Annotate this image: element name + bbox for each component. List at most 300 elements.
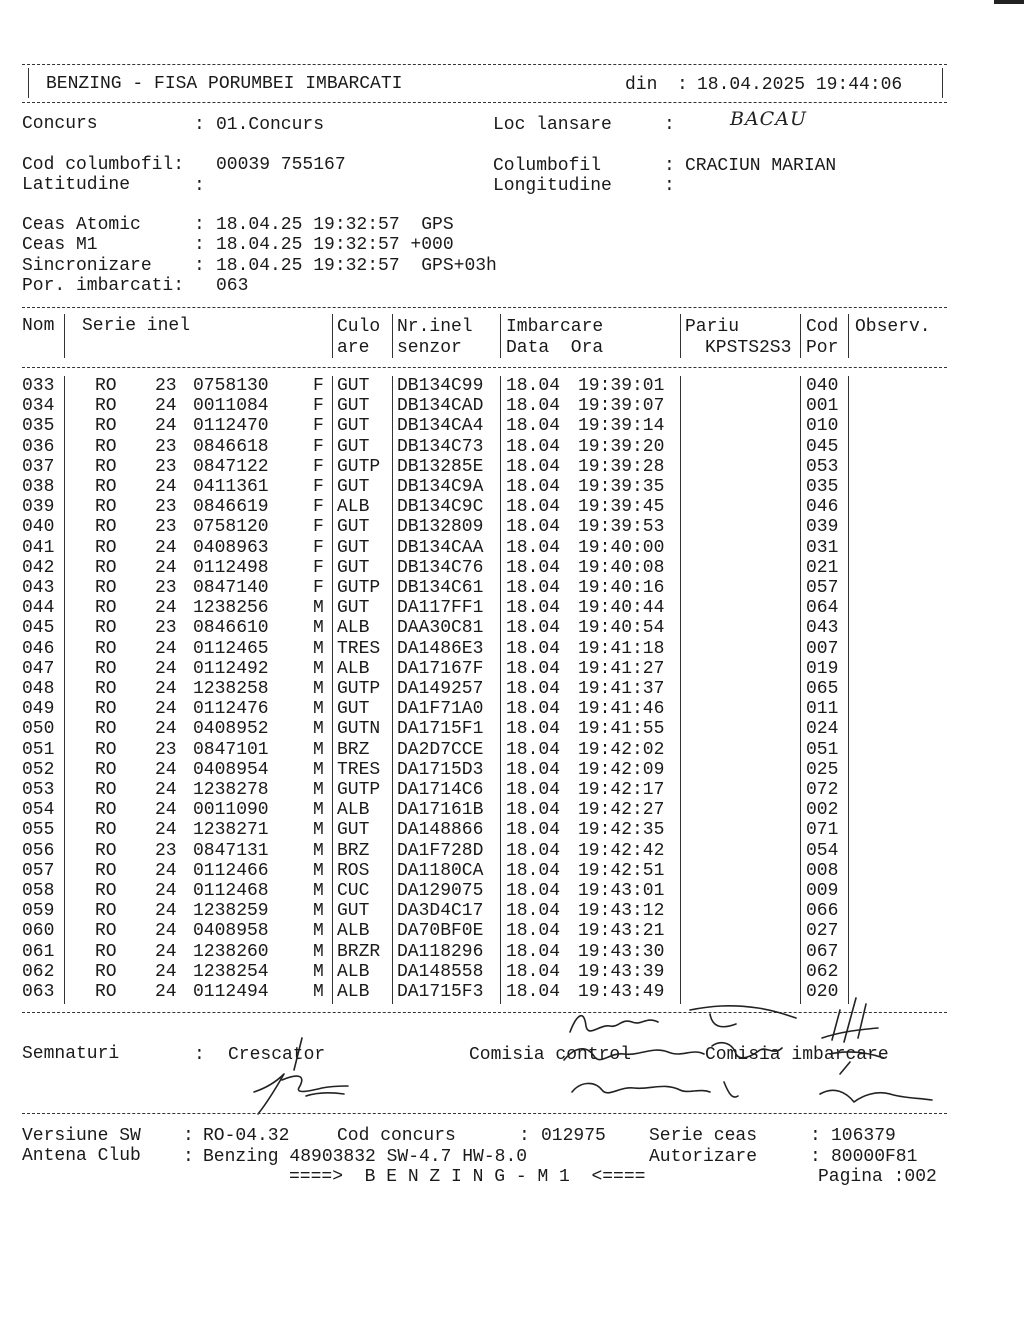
cell-country: RO	[95, 841, 117, 861]
cell-sensor: DA1F71A0	[397, 699, 484, 719]
colon: :	[194, 235, 205, 255]
cell-date: 18.04	[506, 639, 561, 659]
cell-ring-number: 0847131	[193, 841, 269, 861]
col-header-culoare-2: are	[337, 338, 370, 358]
colon: :	[519, 1126, 530, 1146]
cell-nom: 052	[22, 760, 55, 780]
cell-time: 19:42:35	[578, 820, 665, 840]
cell-time: 19:39:53	[578, 517, 665, 537]
cell-sex: M	[313, 942, 324, 962]
cell-color: GUT	[337, 517, 370, 537]
cell-ring-number: 1238278	[193, 780, 269, 800]
cell-time: 19:39:01	[578, 376, 665, 396]
footer-top-rule	[22, 1113, 947, 1114]
table-row	[0, 578, 1024, 598]
colon: :	[194, 256, 205, 276]
cell-year: 24	[155, 639, 177, 659]
cell-sex: M	[313, 881, 324, 901]
cell-cod-por: 057	[806, 578, 839, 598]
cell-time: 19:43:12	[578, 901, 665, 921]
table-row	[0, 558, 1024, 578]
cell-date: 18.04	[506, 881, 561, 901]
cell-country: RO	[95, 780, 117, 800]
cell-ring-number: 0112476	[193, 699, 269, 719]
cell-color: BRZ	[337, 740, 370, 760]
cell-year: 24	[155, 800, 177, 820]
cell-date: 18.04	[506, 376, 561, 396]
cell-ring-number: 0112465	[193, 639, 269, 659]
colon: :	[194, 115, 205, 135]
table-row	[0, 740, 1024, 760]
cell-time: 19:39:07	[578, 396, 665, 416]
col-header-culoare-1: Culo	[337, 317, 381, 337]
table-row	[0, 538, 1024, 558]
cell-ring-number: 0112468	[193, 881, 269, 901]
latitudine-label: Latitudine	[22, 175, 131, 195]
col-sep-pariu	[800, 314, 801, 358]
cell-cod-por: 011	[806, 699, 839, 719]
cell-year: 24	[155, 901, 177, 921]
cell-cod-por: 054	[806, 841, 839, 861]
cell-sensor: DB13285E	[397, 457, 484, 477]
cod-columbofil-value: 00039 755167	[216, 155, 346, 175]
cell-sex: F	[313, 517, 324, 537]
table-header-rule	[22, 367, 947, 368]
col-header-imbarcare-2: Data Ora	[506, 338, 604, 358]
cell-year: 24	[155, 820, 177, 840]
cell-sex: F	[313, 578, 324, 598]
cell-year: 24	[155, 780, 177, 800]
table-row	[0, 618, 1024, 638]
cell-time: 19:42:09	[578, 760, 665, 780]
cell-year: 23	[155, 457, 177, 477]
col-header-serie: Serie inel	[82, 316, 191, 336]
cod-concurs-label: Cod concurs	[337, 1126, 456, 1146]
ceas-m1-value: 18.04.25 19:32:57 +000	[216, 235, 454, 255]
cell-nom: 037	[22, 457, 55, 477]
cell-date: 18.04	[506, 942, 561, 962]
cell-date: 18.04	[506, 901, 561, 921]
cell-color: ALB	[337, 962, 370, 982]
cell-nom: 063	[22, 982, 55, 1002]
cell-nom: 039	[22, 497, 55, 517]
colon: :	[183, 1147, 194, 1167]
cell-time: 19:41:37	[578, 679, 665, 699]
table-row	[0, 901, 1024, 921]
colon: :	[810, 1126, 821, 1146]
cell-nom: 035	[22, 416, 55, 436]
cell-color: GUT	[337, 820, 370, 840]
cell-time: 19:41:55	[578, 719, 665, 739]
cell-date: 18.04	[506, 497, 561, 517]
cell-sex: F	[313, 396, 324, 416]
cell-ring-number: 0847122	[193, 457, 269, 477]
table-row	[0, 699, 1024, 719]
table-row	[0, 659, 1024, 679]
loc-lansare-label: Loc lansare	[493, 115, 612, 135]
cod-columbofil-label: Cod columbofil:	[22, 155, 185, 175]
cell-cod-por: 064	[806, 598, 839, 618]
cell-year: 24	[155, 942, 177, 962]
table-row	[0, 800, 1024, 820]
cell-date: 18.04	[506, 437, 561, 457]
cell-ring-number: 0758130	[193, 376, 269, 396]
table-row	[0, 396, 1024, 416]
cell-sensor: DA17161B	[397, 800, 484, 820]
cell-date: 18.04	[506, 457, 561, 477]
cell-ring-number: 0408952	[193, 719, 269, 739]
cell-country: RO	[95, 497, 117, 517]
cell-sex: M	[313, 921, 324, 941]
cell-country: RO	[95, 517, 117, 537]
cell-sensor: DA129075	[397, 881, 484, 901]
cell-cod-por: 035	[806, 477, 839, 497]
cell-sensor: DA118296	[397, 942, 484, 962]
sincronizare-label: Sincronizare	[22, 256, 152, 276]
cell-color: ALB	[337, 618, 370, 638]
antena-club-label: Antena Club	[22, 1146, 141, 1166]
cell-nom: 059	[22, 901, 55, 921]
table-row	[0, 598, 1024, 618]
cell-year: 24	[155, 538, 177, 558]
cell-sensor: DA1715D3	[397, 760, 484, 780]
cell-nom: 058	[22, 881, 55, 901]
table-row	[0, 760, 1024, 780]
cell-color: BRZR	[337, 942, 381, 962]
cell-sensor: DA3D4C17	[397, 901, 484, 921]
comisia-imbarcare-signature	[800, 970, 950, 1120]
crescator-label: Crescator	[228, 1045, 326, 1065]
cell-nom: 048	[22, 679, 55, 699]
cell-ring-number: 0011090	[193, 800, 269, 820]
table-row	[0, 841, 1024, 861]
cell-time: 19:43:01	[578, 881, 665, 901]
colon: :	[183, 1126, 194, 1146]
cell-sensor: DA1486E3	[397, 639, 484, 659]
antena-club-value: Benzing 48903832 SW-4.7 HW-8.0	[203, 1147, 528, 1167]
cell-cod-por: 072	[806, 780, 839, 800]
cell-nom: 054	[22, 800, 55, 820]
cell-year: 24	[155, 659, 177, 679]
cell-country: RO	[95, 396, 117, 416]
cell-nom: 051	[22, 740, 55, 760]
col-sep-cod	[848, 314, 849, 358]
cell-time: 19:43:39	[578, 962, 665, 982]
cell-nom: 050	[22, 719, 55, 739]
comisia-control-signature	[560, 996, 810, 1116]
cell-date: 18.04	[506, 740, 561, 760]
cell-nom: 053	[22, 780, 55, 800]
cell-nom: 057	[22, 861, 55, 881]
cell-year: 24	[155, 760, 177, 780]
cod-concurs-value: 012975	[541, 1126, 606, 1146]
col-header-nrinel-2: senzor	[397, 338, 462, 358]
columbofil-value: CRACIUN MARIAN	[685, 156, 837, 176]
cell-date: 18.04	[506, 396, 561, 416]
col-sep-imbarcare	[680, 314, 681, 358]
cell-cod-por: 053	[806, 457, 839, 477]
cell-cod-por: 071	[806, 820, 839, 840]
comisia-imbarcare-label: Comisia imbarcare	[705, 1045, 889, 1065]
cell-time: 19:40:08	[578, 558, 665, 578]
colon: :	[677, 75, 688, 95]
cell-sex: M	[313, 982, 324, 1002]
cell-year: 23	[155, 376, 177, 396]
comisia-control-label: Comisia control	[469, 1045, 632, 1065]
cell-country: RO	[95, 538, 117, 558]
table-row	[0, 437, 1024, 457]
cell-country: RO	[95, 901, 117, 921]
cell-cod-por: 067	[806, 942, 839, 962]
cell-ring-number: 0408958	[193, 921, 269, 941]
cell-time: 19:40:16	[578, 578, 665, 598]
cell-cod-por: 065	[806, 679, 839, 699]
cell-year: 24	[155, 982, 177, 1002]
col-sep-serie	[332, 314, 333, 358]
cell-ring-number: 1238254	[193, 962, 269, 982]
cell-time: 19:43:21	[578, 921, 665, 941]
sincronizare-value: 18.04.25 19:32:57 GPS+03h	[216, 256, 497, 276]
cell-date: 18.04	[506, 719, 561, 739]
cell-cod-por: 066	[806, 901, 839, 921]
cell-nom: 034	[22, 396, 55, 416]
cell-color: ALB	[337, 921, 370, 941]
cell-color: GUTN	[337, 719, 381, 739]
cell-sex: M	[313, 841, 324, 861]
cell-ring-number: 0112494	[193, 982, 269, 1002]
cell-cod-por: 051	[806, 740, 839, 760]
cell-sex: F	[313, 457, 324, 477]
porumbei-imbarcati-label: Por. imbarcati:	[22, 276, 185, 296]
cell-country: RO	[95, 416, 117, 436]
cell-sensor: DB134C9A	[397, 477, 484, 497]
scan-edge-mark	[994, 0, 1024, 4]
benzing-banner: ====> B E N Z I N G - M 1 <====	[289, 1167, 646, 1187]
cell-country: RO	[95, 699, 117, 719]
cell-color: GUT	[337, 598, 370, 618]
table-row	[0, 416, 1024, 436]
cell-time: 19:39:45	[578, 497, 665, 517]
cell-sensor: DA149257	[397, 679, 484, 699]
cell-sex: F	[313, 376, 324, 396]
cell-sex: M	[313, 719, 324, 739]
cell-sensor: DA1180CA	[397, 861, 484, 881]
cell-time: 19:43:30	[578, 942, 665, 962]
cell-color: TRES	[337, 760, 381, 780]
col-header-observ: Observ.	[855, 317, 931, 337]
cell-color: ALB	[337, 659, 370, 679]
col-sep-culoare	[392, 314, 393, 358]
cell-nom: 046	[22, 639, 55, 659]
columbofil-label: Columbofil	[493, 156, 602, 176]
cell-nom: 033	[22, 376, 55, 396]
cell-year: 24	[155, 679, 177, 699]
cell-ring-number: 0011084	[193, 396, 269, 416]
cell-color: GUT	[337, 699, 370, 719]
cell-ring-number: 0112498	[193, 558, 269, 578]
cell-date: 18.04	[506, 679, 561, 699]
table-row	[0, 719, 1024, 739]
colon: :	[194, 215, 205, 235]
document-title: BENZING - FISA PORUMBEI IMBARCATI	[46, 74, 403, 94]
header-right-border	[942, 68, 943, 98]
cell-nom: 044	[22, 598, 55, 618]
table-row	[0, 477, 1024, 497]
cell-ring-number: 1238259	[193, 901, 269, 921]
cell-sex: F	[313, 497, 324, 517]
cell-nom: 036	[22, 437, 55, 457]
page-number: Pagina :002	[818, 1167, 937, 1187]
cell-time: 19:42:51	[578, 861, 665, 881]
cell-sex: M	[313, 820, 324, 840]
cell-country: RO	[95, 639, 117, 659]
cell-year: 24	[155, 881, 177, 901]
table-row	[0, 457, 1024, 477]
cell-color: CUC	[337, 881, 370, 901]
cell-sex: M	[313, 962, 324, 982]
colon: :	[664, 176, 675, 196]
cell-sensor: DB134C76	[397, 558, 484, 578]
cell-cod-por: 045	[806, 437, 839, 457]
cell-country: RO	[95, 578, 117, 598]
cell-sex: F	[313, 558, 324, 578]
cell-year: 24	[155, 699, 177, 719]
cell-nom: 060	[22, 921, 55, 941]
cell-country: RO	[95, 719, 117, 739]
cell-sex: F	[313, 416, 324, 436]
colon: :	[664, 115, 675, 135]
cell-cod-por: 043	[806, 618, 839, 638]
cell-color: GUTP	[337, 679, 381, 699]
cell-date: 18.04	[506, 841, 561, 861]
cell-cod-por: 025	[806, 760, 839, 780]
table-row	[0, 639, 1024, 659]
cell-color: GUT	[337, 376, 370, 396]
cell-country: RO	[95, 921, 117, 941]
cell-country: RO	[95, 962, 117, 982]
cell-year: 23	[155, 740, 177, 760]
cell-color: GUTP	[337, 457, 381, 477]
cell-time: 19:39:14	[578, 416, 665, 436]
cell-sensor: DB134CA4	[397, 416, 484, 436]
cell-year: 24	[155, 962, 177, 982]
cell-country: RO	[95, 800, 117, 820]
cell-cod-por: 019	[806, 659, 839, 679]
serie-ceas-value: 106379	[831, 1126, 896, 1146]
cell-ring-number: 0408954	[193, 760, 269, 780]
date-label: din	[625, 75, 658, 95]
cell-color: GUT	[337, 396, 370, 416]
cell-year: 23	[155, 497, 177, 517]
cell-color: GUT	[337, 477, 370, 497]
colon: :	[194, 176, 205, 196]
cell-sensor: DA2D7CCE	[397, 740, 484, 760]
cell-time: 19:41:46	[578, 699, 665, 719]
cell-sensor: DA1715F3	[397, 982, 484, 1002]
cell-sex: F	[313, 477, 324, 497]
cell-time: 19:41:27	[578, 659, 665, 679]
versiune-sw-label: Versiune SW	[22, 1126, 141, 1146]
cell-sensor: DA148558	[397, 962, 484, 982]
cell-sex: M	[313, 800, 324, 820]
cell-nom: 042	[22, 558, 55, 578]
cell-ring-number: 0846619	[193, 497, 269, 517]
cell-ring-number: 1238260	[193, 942, 269, 962]
cell-year: 23	[155, 841, 177, 861]
table-row	[0, 517, 1024, 537]
col-sep-nom	[64, 314, 65, 358]
colon: :	[194, 1045, 205, 1065]
cell-cod-por: 021	[806, 558, 839, 578]
cell-year: 24	[155, 598, 177, 618]
cell-ring-number: 0847140	[193, 578, 269, 598]
crescator-signature	[236, 1030, 356, 1120]
cell-sensor: DA1714C6	[397, 780, 484, 800]
cell-cod-por: 001	[806, 396, 839, 416]
cell-color: TRES	[337, 639, 381, 659]
cell-ring-number: 0112492	[193, 659, 269, 679]
cell-ring-number: 0847101	[193, 740, 269, 760]
serie-ceas-label: Serie ceas	[649, 1126, 758, 1146]
cell-time: 19:42:02	[578, 740, 665, 760]
cell-country: RO	[95, 437, 117, 457]
cell-country: RO	[95, 820, 117, 840]
cell-country: RO	[95, 659, 117, 679]
cell-color: ROS	[337, 861, 370, 881]
cell-time: 19:41:18	[578, 639, 665, 659]
cell-time: 19:42:27	[578, 800, 665, 820]
col-header-pariu-2: KPSTS2S3	[705, 338, 792, 358]
cell-cod-por: 046	[806, 497, 839, 517]
cell-date: 18.04	[506, 659, 561, 679]
cell-cod-por: 010	[806, 416, 839, 436]
cell-year: 24	[155, 861, 177, 881]
cell-sex: M	[313, 699, 324, 719]
cell-country: RO	[95, 679, 117, 699]
cell-ring-number: 0846610	[193, 618, 269, 638]
autorizare-value: 80000F81	[831, 1147, 918, 1167]
col-sep-nrinel	[500, 314, 501, 358]
cell-sex: F	[313, 538, 324, 558]
cell-sensor: DB134C99	[397, 376, 484, 396]
cell-country: RO	[95, 760, 117, 780]
ceas-atomic-value: 18.04.25 19:32:57 GPS	[216, 215, 454, 235]
cell-cod-por: 039	[806, 517, 839, 537]
cell-sensor: DB134CAA	[397, 538, 484, 558]
cell-sex: M	[313, 679, 324, 699]
col-header-nom: Nom	[22, 316, 55, 336]
versiune-sw-value: RO-04.32	[203, 1126, 290, 1146]
cell-year: 24	[155, 921, 177, 941]
table-row	[0, 921, 1024, 941]
cell-time: 19:43:49	[578, 982, 665, 1002]
colon: :	[810, 1147, 821, 1167]
ceas-m1-label: Ceas M1	[22, 235, 98, 255]
cell-sensor: DA1715F1	[397, 719, 484, 739]
cell-color: ALB	[337, 982, 370, 1002]
cell-ring-number: 0112466	[193, 861, 269, 881]
cell-sex: M	[313, 659, 324, 679]
cell-nom: 049	[22, 699, 55, 719]
cell-country: RO	[95, 376, 117, 396]
cell-sensor: DAA30C81	[397, 618, 484, 638]
cell-country: RO	[95, 740, 117, 760]
table-top-rule	[22, 307, 947, 308]
cell-ring-number: 0758120	[193, 517, 269, 537]
table-row	[0, 881, 1024, 901]
cell-country: RO	[95, 942, 117, 962]
cell-ring-number: 0846618	[193, 437, 269, 457]
